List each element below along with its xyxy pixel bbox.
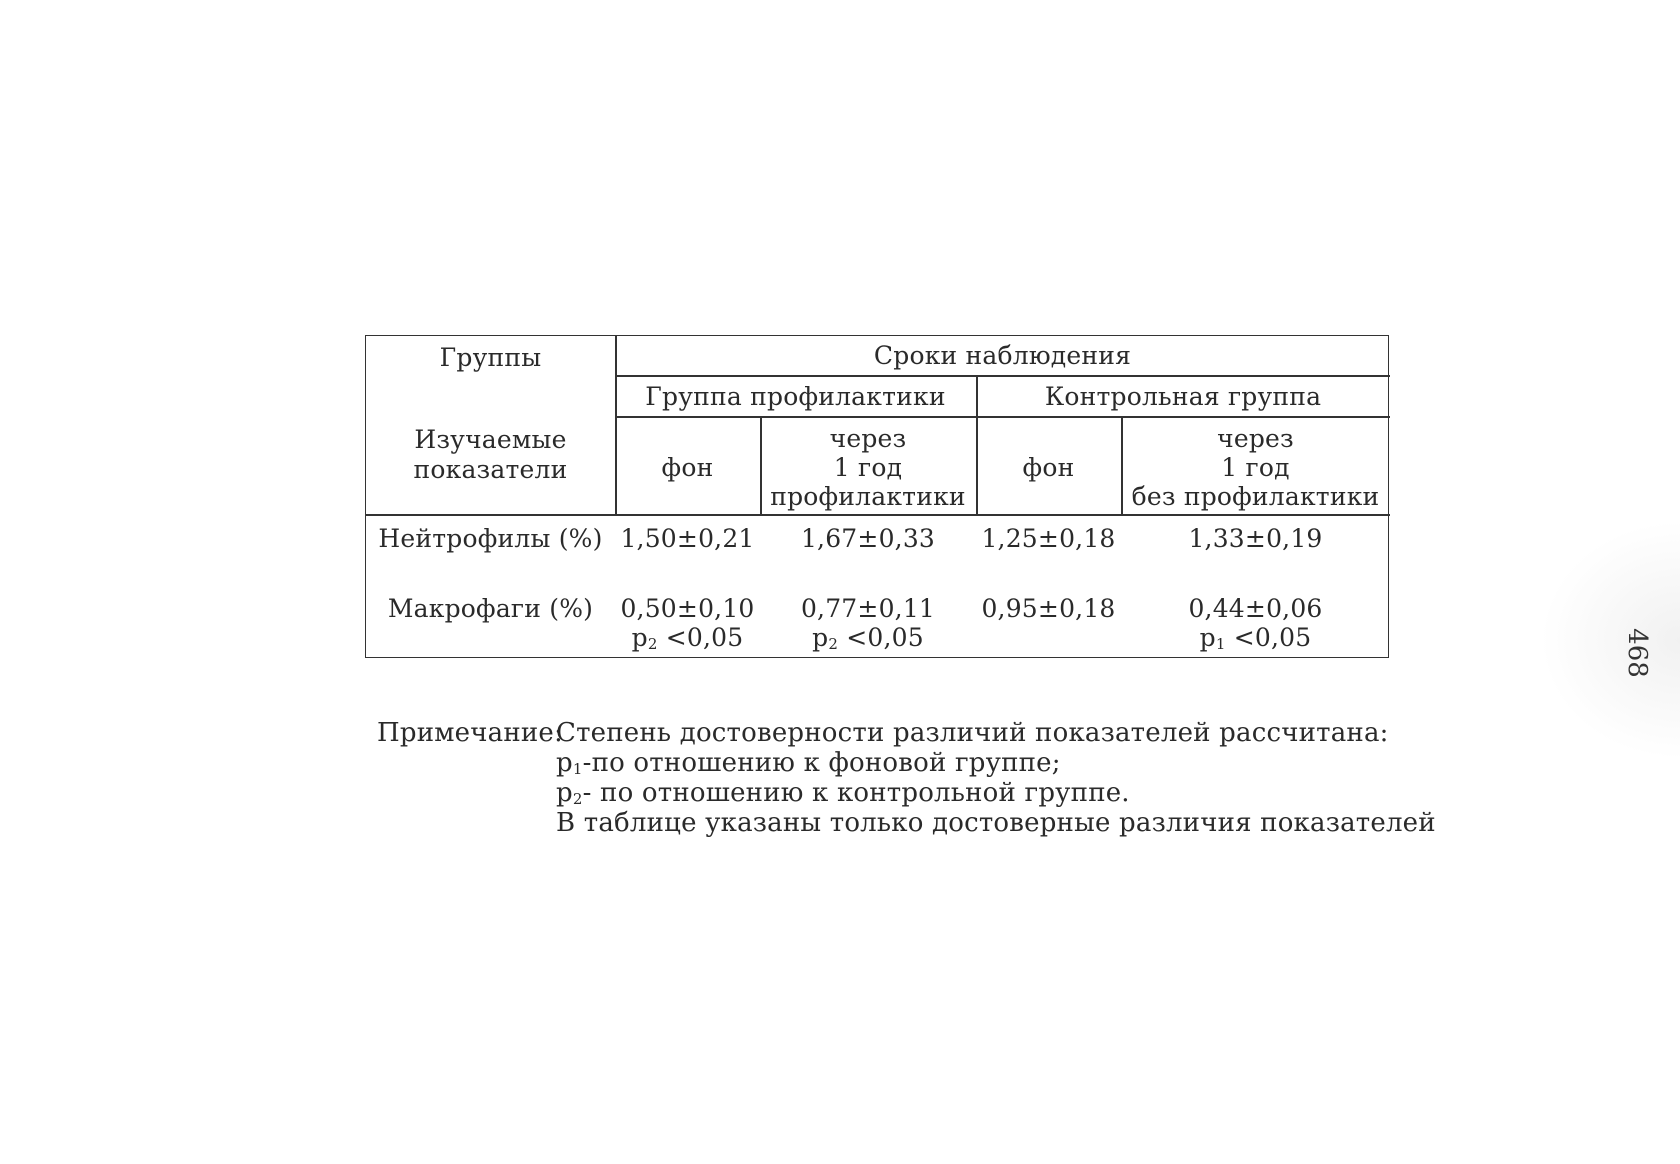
note-line-3: $p_2-$ по отношению к контрольной группе. bbox=[556, 778, 1130, 808]
table-cell: 0,44±0,06 bbox=[1188, 594, 1323, 623]
table-cell: 0,50±0,10 bbox=[620, 594, 755, 623]
header-indicators-line2: показатели bbox=[413, 455, 568, 484]
note-line-4: В таблице указаны только достоверные различия показателей bbox=[556, 808, 1436, 838]
data-table bbox=[365, 335, 1389, 658]
p-value: $p_2 <0,05$ bbox=[631, 623, 744, 653]
table-cell: 0,77±0,11 bbox=[800, 594, 936, 623]
row-label-macrophages: Макрофаги (%) bbox=[387, 594, 594, 623]
header-baseline-control: фон bbox=[1022, 453, 1075, 482]
table-cell: 0,95±0,18 bbox=[981, 594, 1116, 623]
table-cell: 1,50±0,21 bbox=[620, 524, 755, 553]
header-control-group: Контрольная группа bbox=[1044, 382, 1322, 411]
row-label-neutrophils: Нейтрофилы (%) bbox=[378, 524, 603, 553]
note-line-2: $p_1-по$ отношению к фоновой группе; bbox=[556, 748, 1061, 778]
table-cell: 1,67±0,33 bbox=[800, 524, 936, 553]
page-edge-shadow bbox=[1540, 520, 1680, 760]
header-baseline-prophylaxis: фон bbox=[661, 453, 714, 482]
header-after-prophylaxis-line2: 1 год bbox=[833, 453, 903, 482]
header-after-prophylaxis-line1: через bbox=[829, 424, 907, 453]
header-after-no-prophylaxis-line2: 1 год bbox=[1221, 453, 1290, 482]
table-cell: 1,25±0,18 bbox=[981, 524, 1116, 553]
note-line-1: Степень достоверности различий показателей рассчитана: bbox=[556, 718, 1389, 748]
header-after-no-prophylaxis-line3: без профилактики bbox=[1131, 482, 1380, 511]
table-rule bbox=[615, 416, 1390, 418]
note-label: Примечание: bbox=[377, 718, 563, 748]
header-indicators-line1: Изучаемые bbox=[414, 425, 567, 454]
page-number: 468 bbox=[1621, 628, 1652, 678]
table-rule bbox=[615, 375, 1390, 377]
p-value: $p_1 <0,05$ bbox=[1199, 623, 1312, 653]
header-after-prophylaxis-line3: профилактики bbox=[770, 482, 966, 511]
table-cell: 1,33±0,19 bbox=[1188, 524, 1323, 553]
header-groups: Группы bbox=[439, 343, 542, 372]
p-value: $p_2 <0,05$ bbox=[812, 623, 924, 653]
header-after-no-prophylaxis-line1: через bbox=[1217, 424, 1294, 453]
table-rule bbox=[366, 514, 1390, 516]
header-observation-periods: Сроки наблюдения bbox=[873, 341, 1132, 370]
header-prophylaxis-group: Группа профилактики bbox=[645, 382, 946, 411]
